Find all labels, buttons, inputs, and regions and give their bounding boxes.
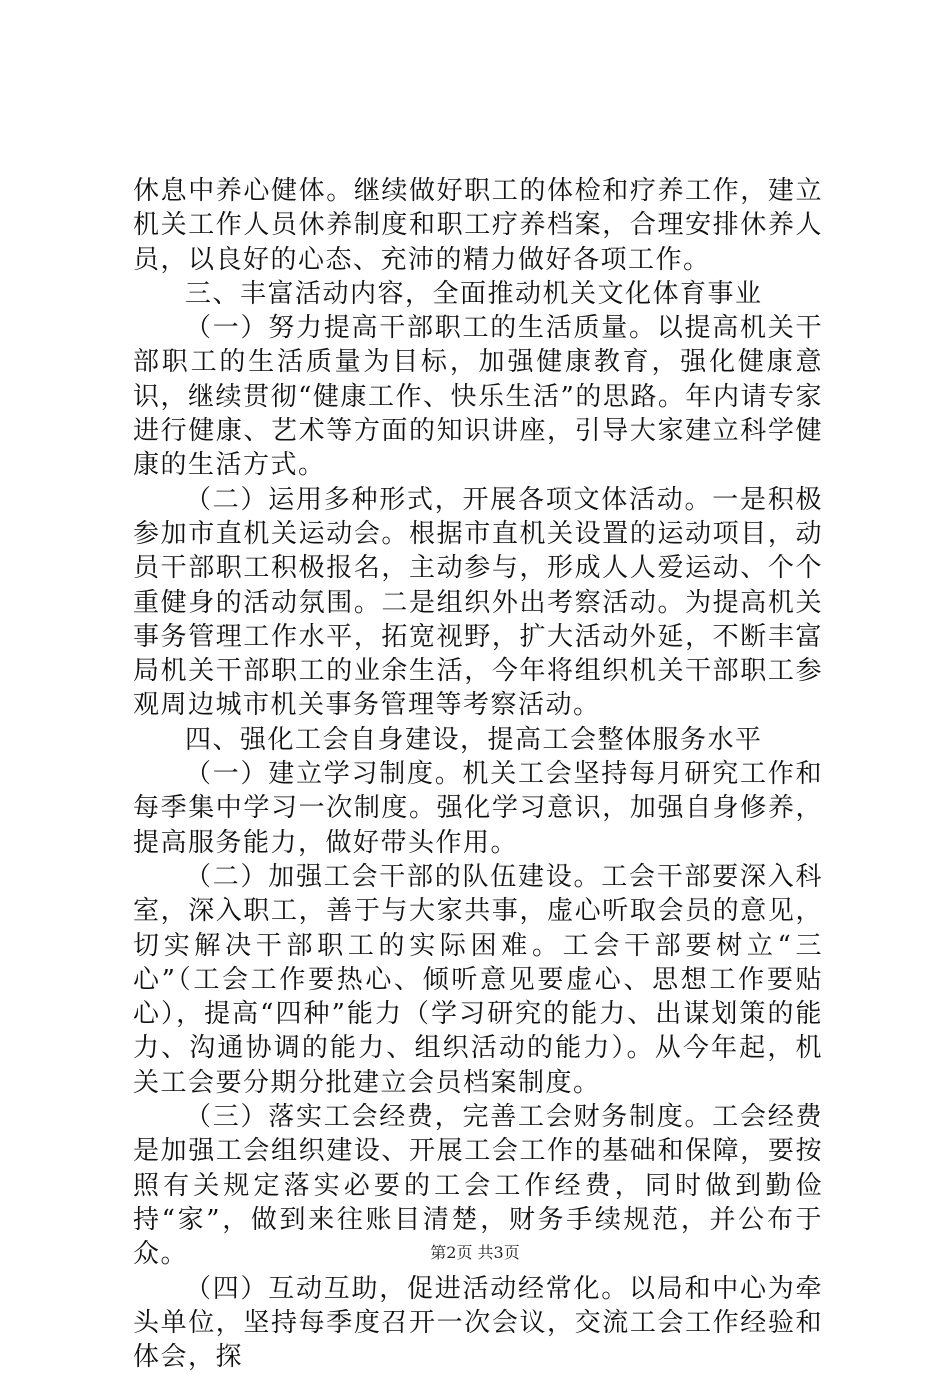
section-heading-4: 四、强化工会自身建设，提高工会整体服务水平 [133,723,823,757]
document-body [133,174,823,1374]
paragraph-3-1: （一）努力提高干部职工的生活质量。以提高机关干部职工的生活质量为目标，加强健康教育，强化健康意识，继续贯彻“健康工作、快乐生活”的思路。年内请专家进行健康、艺术等方面的知识讲座，引导大家建立科学健康的生活方式。 [133,311,823,482]
paragraph-4-4: （四）互动互助，促进活动经常化。以局和中心为牵头单位，坚持每季度召开一次会议，交流工会工作经验和体会，探 [133,1272,823,1374]
page-number-footer: 第2页 共3页 [0,1243,950,1263]
paragraph-continuation: 休息中养心健体。继续做好职工的体检和疗养工作，建立机关工作人员休养制度和职工疗养档案，合理安排休养人员，以良好的心态、充沛的精力做好各项工作。 [133,174,823,277]
paragraph-4-1: （一）建立学习制度。机关工会坚持每月研究工作和每季集中学习一次制度。强化学习意识，加强自身修养，提高服务能力，做好带头作用。 [133,757,823,860]
paragraph-4-3: （三）落实工会经费，完善工会财务制度。工会经费是加强工会组织建设、开展工会工作的基础和保障，要按照有关规定落实必要的工会工作经费，同时做到勤俭持“家”，做到来往账目清楚，财务手续规范，并公布于众。 [133,1100,823,1271]
paragraph-3-2: （二）运用多种形式，开展各项文体活动。一是积极参加市直机关运动会。根据市直机关设置的运动项目，动员干部职工积极报名，主动参与，形成人人爱运动、个个重健身的活动氛围。二是组织外出考察活动。为提高机关事务管理工作水平，拓宽视野，扩大活动外延，不断丰富局机关干部职工的业余生活，今年将组织机关干部职工参观周边城市机关事务管理等考察活动。 [133,483,823,723]
section-heading-3: 三、丰富活动内容，全面推动机关文化体育事业 [133,277,823,311]
paragraph-4-2: （二）加强工会干部的队伍建设。工会干部要深入科室，深入职工，善于与大家共事，虚心听取会员的意见，切实解决干部职工的实际困难。工会干部要树立“三心”（工会工作要热心、倾听意见要虚心、思想工作要贴心），提高“四种”能力（学习研究的能力、出谋划策的能力、沟通协调的能力、组织活动的能力）。从今年起，机关工会要分期分批建立会员档案制度。 [133,860,823,1100]
